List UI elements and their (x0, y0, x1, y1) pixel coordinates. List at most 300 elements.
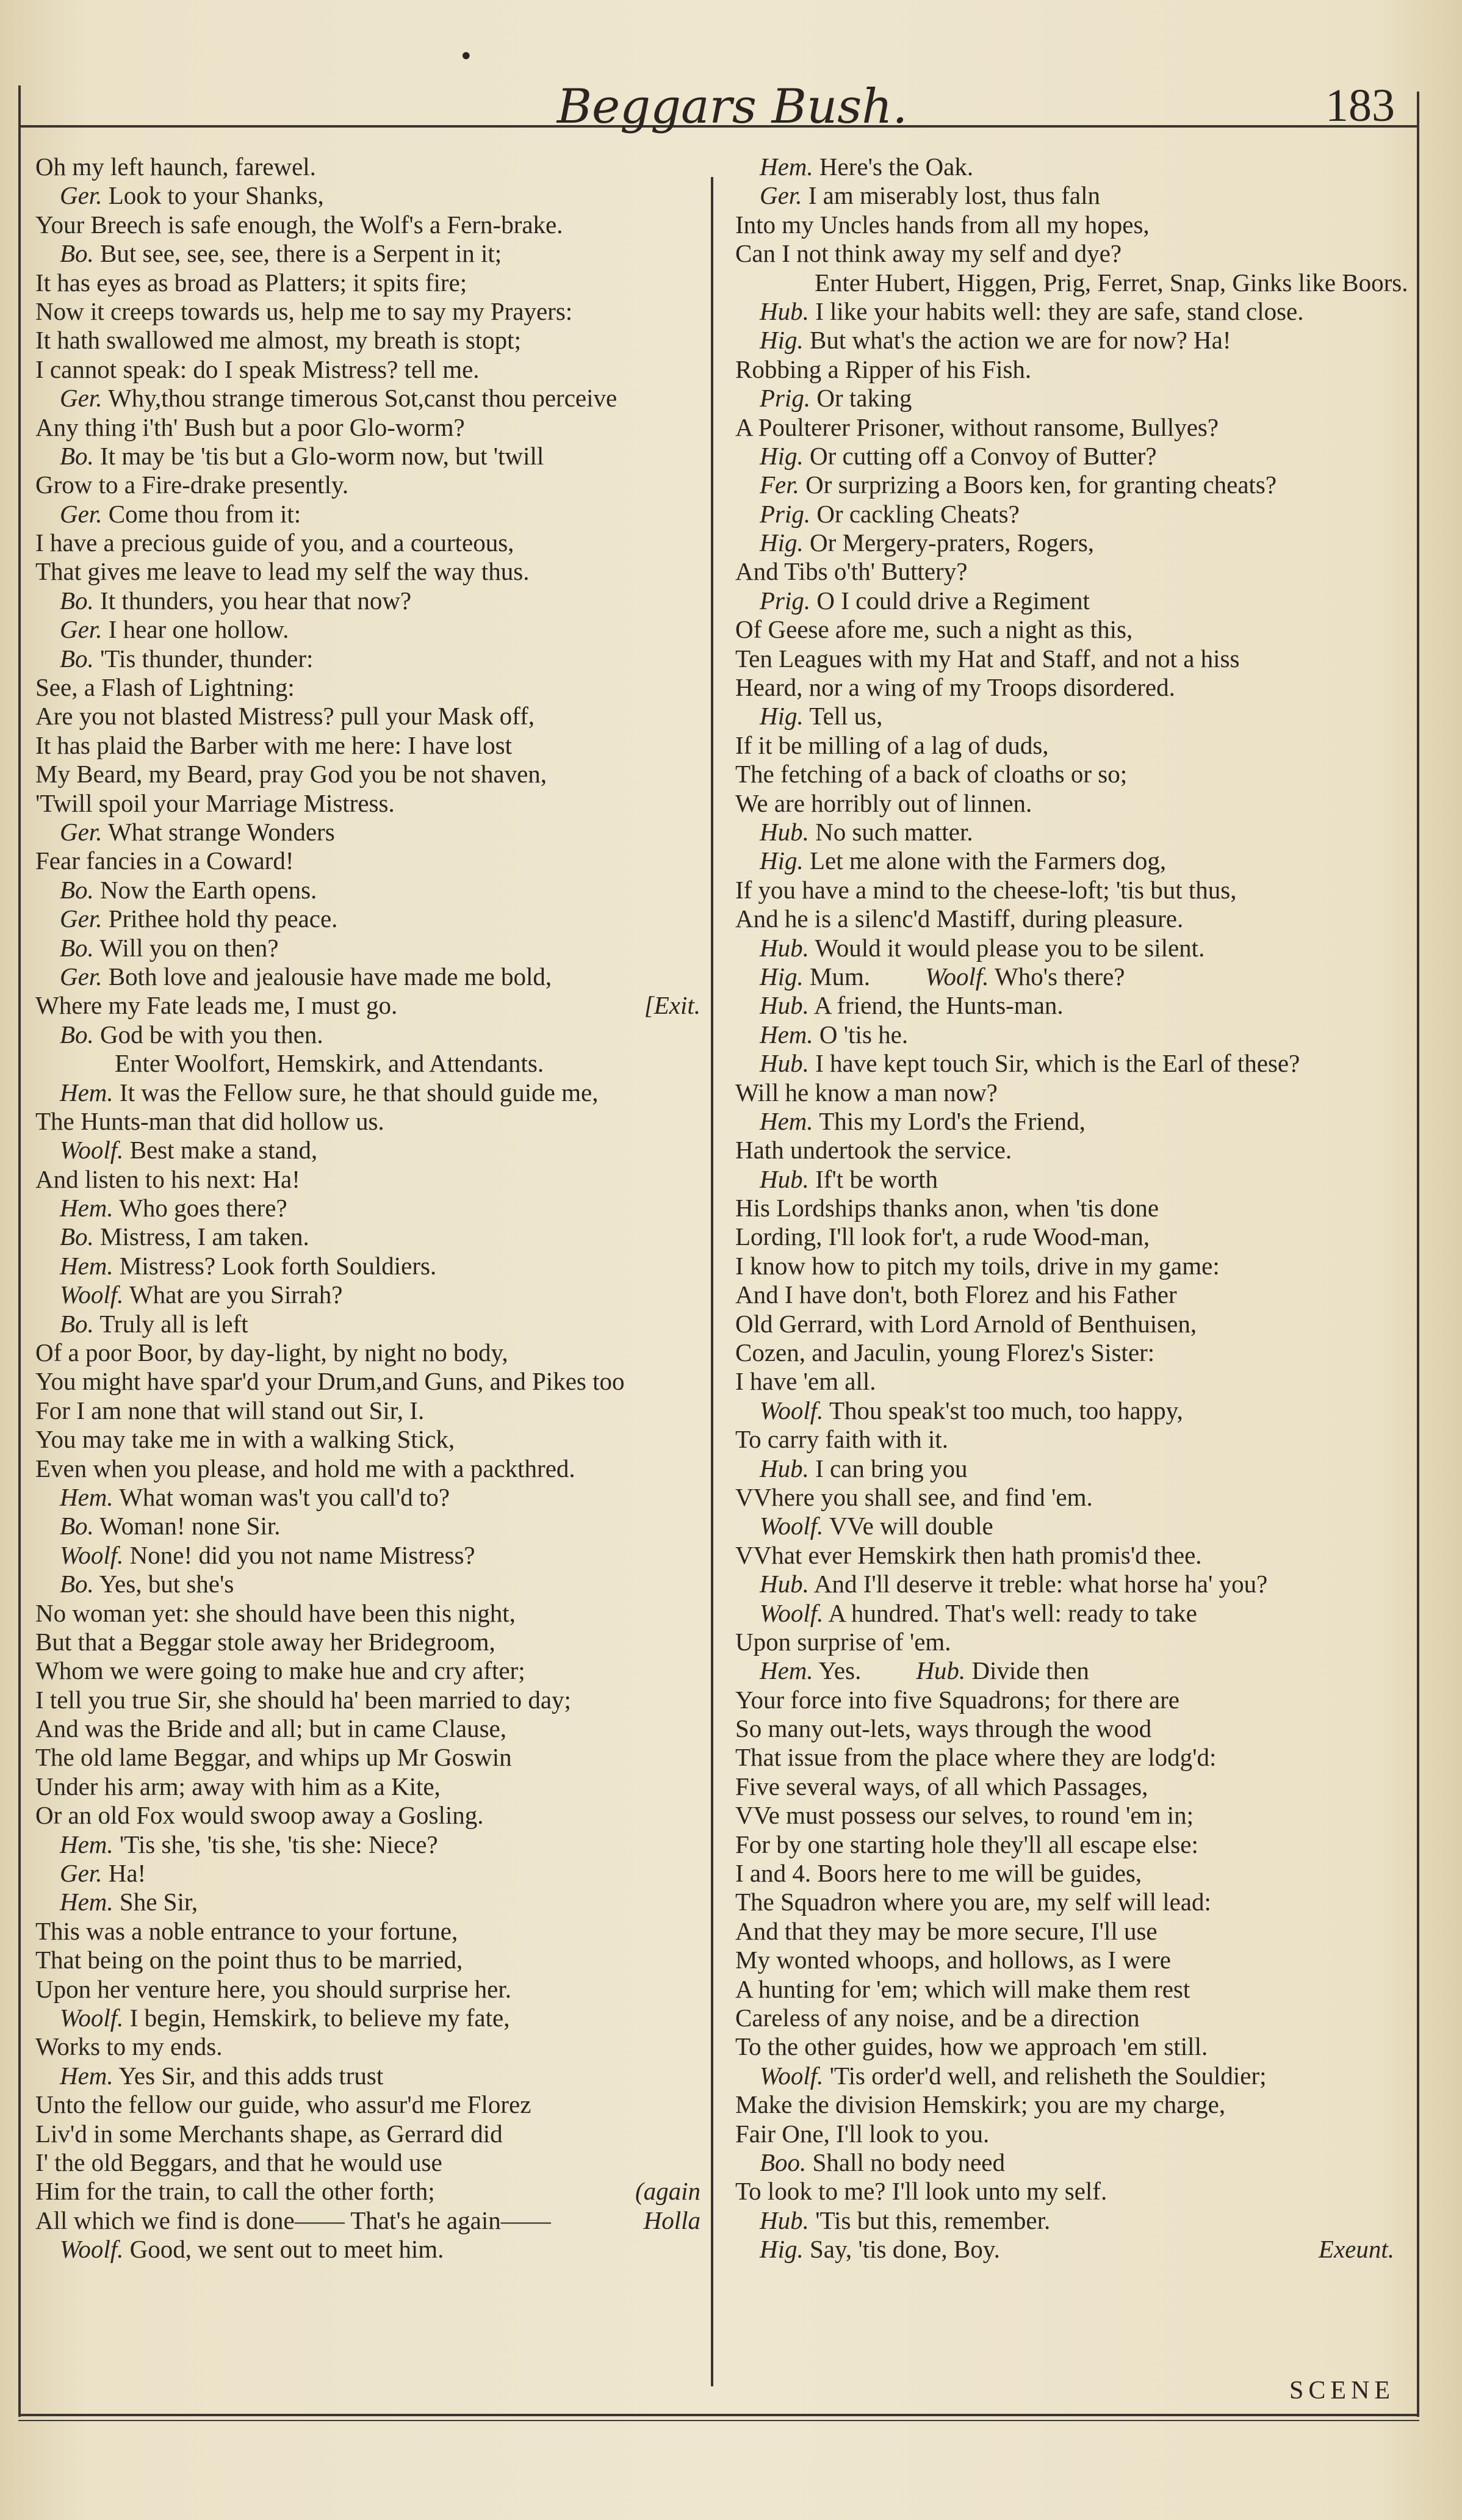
line-text: My wonted whoops, and hollows, as I were (735, 1946, 1171, 1974)
text-line (735, 1512, 1394, 1540)
text-line (735, 587, 1394, 615)
line-text: So many out-lets, ways through the wood (735, 1714, 1152, 1743)
line-text: Here's the Oak. (819, 153, 974, 181)
text-line (35, 962, 700, 991)
line-text: I have a precious guide of you, and a courteous, (35, 529, 514, 557)
text-line (735, 1165, 1394, 1194)
line-text: I can bring you (815, 1454, 968, 1482)
line-text: Into my Uncles hands from all my hopes, (735, 210, 1150, 239)
text-line (735, 1454, 1394, 1483)
speaker-prefix: Ger. (60, 962, 103, 991)
text-line (735, 1714, 1394, 1743)
line-text: Let me alone with the Farmers dog, (810, 847, 1167, 875)
text-line (735, 1888, 1394, 1916)
text-line (735, 413, 1394, 442)
line-text: Robbing a Ripper of his Fish. (735, 355, 1032, 383)
speaker-prefix: Ger. (60, 615, 103, 644)
line-text: I am miserably lost, thus faln (808, 181, 1100, 210)
text-line (35, 587, 700, 615)
line-text: Shall no body need (812, 2148, 1005, 2176)
text-line (735, 181, 1394, 210)
line-text: That issue from the place where they are lodg'd: (735, 1743, 1217, 1772)
text-line (735, 702, 1394, 731)
text-line (35, 1570, 700, 1598)
line-text: Who goes there? (119, 1194, 287, 1222)
speaker-prefix: Woolf. (760, 1396, 824, 1424)
text-line (35, 355, 700, 384)
line-text: I and 4. Boors here to me will be guides, (735, 1859, 1142, 1888)
line-text: Yes. (818, 1656, 862, 1685)
line-text: I tell you true Sir, she should ha' been married to day; (35, 1685, 571, 1714)
line-text: Or cackling Cheats? (816, 499, 1020, 528)
text-line (735, 1252, 1394, 1280)
speaker-prefix: Hig. (760, 326, 804, 355)
line-text: Would it would please you to be silent. (815, 933, 1205, 962)
speaker-prefix: Hub. (760, 297, 809, 325)
text-line (35, 1194, 700, 1222)
text-line (735, 1686, 1394, 1714)
text-line (35, 1136, 700, 1164)
text-line (735, 673, 1394, 702)
speaker-prefix: Hub. (760, 933, 809, 962)
line-text: I cannot speak: do I speak Mistress? tell me. (35, 355, 480, 383)
text-line (735, 615, 1394, 644)
text-line (735, 1483, 1394, 1512)
line-text: The Squadron where you are, my self will lead: (735, 1888, 1211, 1916)
text-line (735, 2032, 1394, 2061)
text-line (735, 644, 1394, 673)
text-line (35, 1165, 700, 1194)
speaker-prefix: Bo. (60, 1020, 94, 1049)
line-text: A hundred. That's well: ready to take (828, 1598, 1197, 1627)
text-line (35, 269, 700, 297)
text-line (735, 1280, 1394, 1309)
line-text: To the other guides, how we approach 'em still. (735, 2032, 1208, 2061)
line-text: Now the Earth opens. (100, 875, 317, 904)
line-text: VVe must possess our selves, to round 'em in; (735, 1801, 1194, 1830)
speaker-prefix: Hub. (760, 991, 809, 1020)
line-text: I have 'em all. (735, 1367, 876, 1396)
text-line (735, 529, 1394, 557)
text-line (735, 239, 1394, 268)
text-line (35, 2235, 700, 2264)
line-text: If you have a mind to the cheese-loft; 'tis but thus, (735, 875, 1237, 904)
line-text: Where my Fate leads me, I must go. (35, 991, 398, 1020)
text-line (735, 1656, 1394, 1685)
line-text: Cozen, and Jaculin, young Florez's Sister: (735, 1338, 1155, 1367)
text-line (735, 962, 1394, 991)
text-line (735, 2235, 1394, 2264)
line-text: Or cutting off a Convoy of Butter? (810, 441, 1157, 470)
line-text: Both love and jealousie have made me bold, (108, 962, 552, 991)
text-line (35, 442, 700, 471)
text-line (735, 760, 1394, 789)
line-text: Woman! none Sir. (99, 1512, 281, 1540)
line-text: But see, see, see, there is a Serpent in it; (100, 239, 502, 268)
text-line (735, 1975, 1394, 2004)
speaker-prefix: Hem. (60, 2061, 113, 2090)
line-text: None! did you not name Mistress? (129, 1540, 475, 1569)
text-line (735, 2148, 1394, 2177)
text-line (35, 413, 700, 442)
speaker-prefix: Hig. (760, 962, 804, 991)
text-line (35, 1830, 700, 1859)
text-line (735, 1310, 1394, 1338)
speaker-prefix: Hem. (60, 1251, 113, 1280)
text-line (35, 1310, 700, 1338)
text-line (35, 876, 700, 904)
line-text: Best make a stand, (129, 1136, 318, 1164)
text-line (35, 2206, 700, 2235)
text-line (35, 1425, 700, 1454)
speaker-prefix: Hub. (916, 1656, 966, 1685)
line-text: That being on the point thus to be married, (35, 1946, 463, 1974)
text-line (35, 789, 700, 818)
text-line (735, 1020, 1394, 1049)
line-text: And listen to his next: Ha! (35, 1164, 300, 1193)
text-line (35, 934, 700, 962)
text-line (735, 211, 1394, 239)
line-text: Fear fancies in a Coward! (35, 847, 294, 875)
speaker-prefix: Ger. (60, 499, 103, 528)
line-text: She Sir, (119, 1888, 198, 1916)
line-text: Mum. (810, 962, 871, 991)
line-text: Tell us, (809, 702, 883, 731)
line-text: Grow to a Fire-drake presently. (35, 471, 349, 499)
right-frame-rule (1417, 92, 1419, 2417)
text-line (735, 2177, 1394, 2206)
speaker-prefix: Hem. (60, 1830, 113, 1858)
speaker-prefix: Hem. (760, 1107, 813, 1135)
text-line (735, 500, 1394, 529)
column-divider (711, 177, 713, 2386)
line-text: And he is a silenc'd Mastiff, during pleasure. (735, 904, 1184, 933)
line-text: Can I not think away my self and dye? (735, 239, 1122, 268)
speaker-prefix: Bo. (60, 644, 94, 673)
text-line (735, 1801, 1394, 1830)
text-line (35, 1338, 700, 1367)
speaker-prefix: Hem. (60, 1482, 113, 1511)
speaker-prefix: Hem. (760, 1656, 813, 1685)
line-text: You might have spar'd your Drum,and Guns, and Pikes too (35, 1367, 625, 1396)
speaker-prefix: Boo. (760, 2148, 807, 2176)
text-line (735, 847, 1394, 875)
speaker-prefix: Woolf. (60, 1280, 124, 1309)
line-text: Unto the fellow our guide, who assur'd me Florez (35, 2090, 531, 2119)
stage-direction (35, 1049, 700, 1078)
text-line (35, 1656, 700, 1685)
ornament-mark: • (459, 43, 474, 71)
text-line (735, 1078, 1394, 1107)
speaker-prefix: Bo. (60, 1512, 94, 1540)
text-line (735, 1946, 1394, 1974)
stage-direction-right: Holla (643, 2206, 700, 2234)
line-text: Old Gerrard, with Lord Arnold of Benthuisen, (735, 1309, 1197, 1338)
text-line (735, 153, 1394, 181)
speaker-prefix: Prig. (760, 499, 811, 528)
line-text: VVhere you shall see, and find 'em. (735, 1482, 1093, 1511)
text-line (35, 181, 700, 210)
line-text: No woman yet: she should have been this night, (35, 1598, 516, 1627)
text-line (35, 1859, 700, 1888)
line-text: Ha! (108, 1859, 146, 1888)
line-text: And I'll deserve it treble: what horse ha' you? (813, 1570, 1268, 1598)
line-text: Ten Leagues with my Hat and Staff, and not a hiss (735, 644, 1240, 673)
line-text: We are horribly out of linnen. (735, 789, 1032, 817)
line-text: Fair One, I'll look to you. (735, 2119, 990, 2148)
stage-direction-right: (again (635, 2177, 700, 2206)
line-text: Or taking (816, 384, 912, 413)
line-text: The Hunts-man that did hollow us. (35, 1107, 384, 1135)
line-text: To carry faith with it. (735, 1425, 948, 1454)
line-text: Your force into five Squadrons; for there are (735, 1685, 1179, 1714)
text-line (735, 1222, 1394, 1251)
left-frame-rule (18, 85, 21, 2417)
speaker-prefix: Ger. (60, 817, 103, 846)
line-text: Careless of any noise, and be a direction (735, 2004, 1140, 2032)
line-text: The old lame Beggar, and whips up Mr Goswin (35, 1743, 512, 1772)
speaker-prefix: Hub. (760, 817, 809, 846)
line-text: Thou speak'st too much, too happy, (829, 1396, 1183, 1424)
line-text: I hear one hollow. (108, 615, 289, 644)
text-line (735, 471, 1394, 499)
line-text: Make the division Hemskirk; you are my charge, (735, 2090, 1226, 2119)
line-text: 'Tis order'd well, and relisheth the Souldier; (829, 2061, 1267, 2090)
speaker-prefix: Ger. (60, 181, 103, 210)
text-line (35, 1541, 700, 1570)
text-line (35, 471, 700, 499)
speaker-prefix: Ger. (60, 384, 103, 413)
text-line (35, 1628, 700, 1656)
text-line (35, 760, 700, 789)
line-text: Will he know a man now? (735, 1078, 998, 1107)
line-text: Why,thou strange timerous Sot,canst thou perceive (107, 384, 618, 413)
text-line (735, 355, 1394, 384)
text-line (35, 557, 700, 586)
text-line (735, 442, 1394, 471)
running-title: Beggars Bush. (556, 79, 908, 134)
line-text: My Beard, my Beard, pray God you be not shaven, (35, 760, 547, 789)
text-line (735, 326, 1394, 355)
speaker-prefix: Hem. (760, 1020, 813, 1049)
text-line (735, 297, 1394, 326)
text-line (35, 239, 700, 268)
line-text: I know how to pitch my toils, drive in my game: (735, 1251, 1220, 1280)
line-text: Good, we sent out to meet him. (129, 2235, 444, 2264)
text-line (735, 2206, 1394, 2235)
text-line (35, 702, 700, 731)
line-text: Say, 'tis done, Boy. (810, 2235, 1000, 2264)
text-line (735, 384, 1394, 413)
text-line (735, 1049, 1394, 1078)
line-text: Of Geese afore me, such a night as this, (735, 615, 1133, 644)
line-text: For I am none that will stand out Sir, I. (35, 1396, 425, 1424)
line-text: Enter Woolfort, Hemskirk, and Attendants. (115, 1049, 544, 1078)
text-line (35, 847, 700, 875)
text-line (735, 991, 1394, 1020)
line-text: Or surprizing a Boors ken, for granting cheats? (805, 471, 1277, 499)
text-line (35, 211, 700, 239)
line-text: It thunders, you hear that now? (100, 586, 412, 615)
text-line (35, 1280, 700, 1309)
line-text: Look to your Shanks, (108, 181, 324, 210)
text-line (35, 644, 700, 673)
text-line (35, 731, 700, 760)
line-text: Whom we were going to make hue and cry after; (35, 1656, 525, 1685)
text-line (35, 326, 700, 355)
line-text: Hath undertook the service. (735, 1136, 1012, 1164)
line-text: The fetching of a back of cloaths or so; (735, 760, 1128, 789)
line-text: Upon surprise of 'em. (735, 1627, 951, 1656)
speaker-prefix: Hig. (760, 2235, 804, 2264)
speaker-prefix: Hub. (760, 1454, 809, 1482)
line-text: 'Tis thunder, thunder: (100, 644, 314, 673)
speaker-prefix: Woolf. (760, 1512, 824, 1540)
text-line (35, 2062, 700, 2090)
text-line (735, 1338, 1394, 1367)
text-line (35, 384, 700, 413)
speaker-prefix: Hem. (60, 1194, 113, 1222)
line-text: But that a Beggar stole away her Bridegroom, (35, 1627, 495, 1656)
speaker-prefix: Prig. (760, 586, 811, 615)
line-text: Upon her venture here, you should surprise her. (35, 1974, 511, 2003)
text-line (735, 1194, 1394, 1222)
text-line (35, 2148, 700, 2177)
line-text: Yes, but she's (99, 1570, 234, 1598)
line-text: Or Mergery-praters, Rogers, (810, 529, 1095, 557)
text-line (35, 1078, 700, 1107)
line-text: All which we find is done—— That's he again—— (35, 2206, 551, 2234)
stage-direction-right: [Exit. (644, 991, 700, 1020)
line-text: Heard, nor a wing of my Troops disordered. (735, 673, 1175, 702)
line-text: Prithee hold thy peace. (108, 904, 338, 933)
speaker-prefix: Hub. (760, 2206, 809, 2234)
text-line (35, 1946, 700, 1974)
text-line (735, 2004, 1394, 2032)
line-text: But what's the action we are for now? Ha! (810, 326, 1231, 355)
text-line (35, 1801, 700, 1830)
line-text: O I could drive a Regiment (816, 586, 1090, 615)
line-text: What strange Wonders (107, 817, 335, 846)
text-line (35, 1743, 700, 1772)
text-line (35, 1483, 700, 1512)
speaker-prefix: Bo. (60, 875, 94, 904)
text-line (35, 1512, 700, 1540)
line-text: God be with you then. (100, 1020, 323, 1049)
line-text: If it be milling of a lag of duds, (735, 731, 1049, 759)
text-line (35, 818, 700, 847)
line-text: Him for the train, to call the other forth; (35, 2177, 435, 2206)
speaker-prefix: Hig. (760, 702, 804, 731)
speaker-prefix: Prig. (760, 384, 811, 413)
left-column (35, 153, 700, 2264)
line-text: No such matter. (815, 817, 973, 846)
text-line (35, 615, 700, 644)
line-text: And Tibs o'th' Buttery? (735, 557, 968, 586)
text-line (735, 2062, 1394, 2090)
line-text: Oh my left haunch, farewel. (35, 153, 316, 181)
stage-direction-right: Exeunt. (1318, 2235, 1394, 2264)
text-line (35, 1599, 700, 1628)
line-text: Enter Hubert, Higgen, Prig, Ferret, Snap, Ginks like Boors. (815, 268, 1408, 297)
text-line (735, 934, 1394, 962)
text-line (35, 1888, 700, 1916)
text-line (35, 2004, 700, 2032)
speaker-prefix: Bo. (60, 1570, 94, 1598)
text-line (735, 1541, 1394, 1570)
speaker-prefix: Hig. (760, 529, 804, 557)
speaker-prefix: Ger. (60, 904, 103, 933)
text-line (35, 1772, 700, 1801)
text-line (735, 789, 1394, 818)
text-line (35, 153, 700, 181)
speaker-prefix: Ger. (760, 181, 802, 210)
line-text: 'Twill spoil your Marriage Mistress. (35, 789, 395, 817)
line-text: I' the old Beggars, and that he would use (35, 2148, 442, 2176)
line-text: Are you not blasted Mistress? pull your Mask off, (35, 702, 535, 731)
line-text: It hath swallowed me almost, my breath is stopt; (35, 326, 521, 355)
speaker-prefix: Bo. (60, 239, 94, 268)
text-line (735, 904, 1394, 933)
text-line (35, 529, 700, 557)
line-text: If't be worth (815, 1164, 938, 1193)
text-line (35, 1714, 700, 1743)
speaker-prefix: Bo. (60, 441, 94, 470)
text-line (735, 1599, 1394, 1628)
catchword: SCENE (1289, 2377, 1395, 2405)
text-line (35, 1454, 700, 1483)
speaker-prefix: Hub. (760, 1570, 809, 1598)
text-line (35, 1252, 700, 1280)
line-text: Will you on then? (99, 933, 279, 962)
line-text: Lording, I'll look for't, a rude Wood-man, (735, 1222, 1150, 1251)
text-line (735, 1917, 1394, 1946)
speaker-prefix: Bo. (60, 1222, 94, 1251)
line-text: Mistress, I am taken. (100, 1222, 309, 1251)
line-text: It may be 'tis but a Glo-worm now, but 'twill (100, 441, 544, 470)
text-line (35, 1222, 700, 1251)
text-line (35, 1107, 700, 1136)
line-text: Come thou from it: (108, 499, 301, 528)
speaker-prefix: Hem. (60, 1078, 113, 1107)
text-line (35, 1020, 700, 1049)
stage-direction (735, 268, 1408, 297)
text-line (735, 2120, 1394, 2148)
line-text: Liv'd in some Merchants shape, as Gerrard did (35, 2119, 503, 2148)
line-text: You may take me in with a walking Stick, (35, 1425, 455, 1454)
speaker-prefix: Woolf. (60, 2004, 124, 2032)
line-text: Or an old Fox would swoop away a Gosling. (35, 1801, 484, 1830)
line-text: It has eyes as broad as Platters; it spits fire; (35, 268, 467, 297)
text-line (735, 1772, 1394, 1801)
line-text: Yes Sir, and this adds trust (118, 2061, 384, 2090)
text-line (35, 1686, 700, 1714)
line-text: Even when you please, and hold me with a packthred. (35, 1454, 575, 1482)
text-line (35, 904, 700, 933)
line-text: Who's there? (995, 962, 1125, 991)
line-text: 'Tis she, 'tis she, 'tis she: Niece? (119, 1830, 438, 1858)
speaker-prefix: Woolf. (60, 1136, 124, 1164)
speaker-prefix: Woolf. (760, 1598, 824, 1627)
speaker-prefix: Hub. (760, 1049, 809, 1078)
line-text: This my Lord's the Friend, (819, 1107, 1086, 1135)
text-line (735, 1830, 1394, 1859)
speaker-prefix: Ger. (60, 1859, 103, 1888)
text-line (735, 818, 1394, 847)
text-line (35, 2090, 700, 2119)
line-text: I begin, Hemskirk, to believe my fate, (129, 2004, 510, 2032)
text-line (735, 1136, 1394, 1164)
